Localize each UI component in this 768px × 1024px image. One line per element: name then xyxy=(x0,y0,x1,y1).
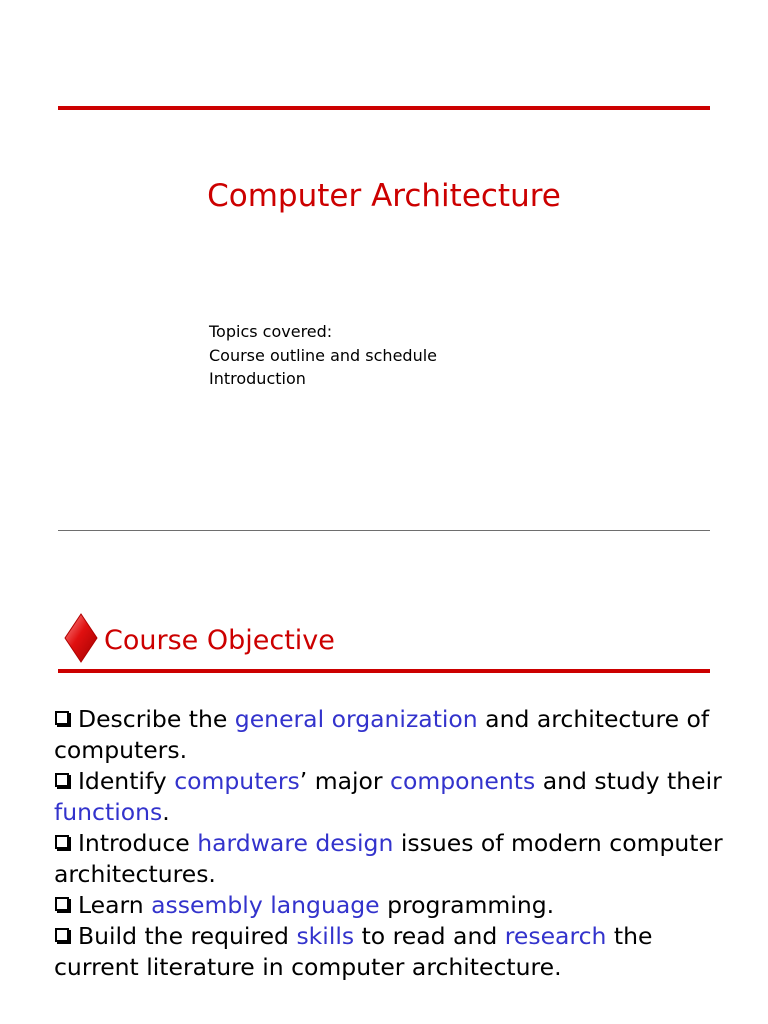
objectives-list xyxy=(54,704,734,983)
objective-item xyxy=(54,890,734,921)
objective-text: Identify xyxy=(78,767,175,795)
highlighted-term: functions xyxy=(54,798,163,826)
objective-item xyxy=(54,921,734,983)
checkbox-bullet-icon xyxy=(55,897,69,911)
objective-text: issues of modern computer architectures. xyxy=(54,829,723,888)
objective-text: Introduce xyxy=(78,829,198,857)
highlighted-term: components xyxy=(390,767,536,795)
checkbox-bullet-icon xyxy=(55,773,69,787)
objective-item xyxy=(54,766,734,828)
objective-text: programming. xyxy=(379,891,555,919)
title-slide-top-rule xyxy=(58,106,710,110)
highlighted-term: assembly language xyxy=(151,891,380,919)
red-diamond-icon xyxy=(64,613,98,663)
topics-list xyxy=(209,320,437,391)
objective-text: and study their xyxy=(535,767,722,795)
highlighted-term: hardware design xyxy=(197,829,394,857)
highlighted-term: skills xyxy=(296,922,355,950)
highlighted-term: research xyxy=(504,922,607,950)
objective-text: the current literature in computer architecture. xyxy=(54,922,653,981)
slide-title: Computer Architecture xyxy=(207,178,561,214)
checkbox-bullet-icon xyxy=(55,928,69,942)
checkbox-bullet-icon xyxy=(55,835,69,849)
objective-text: . xyxy=(162,798,170,826)
objective-text: Learn xyxy=(78,891,152,919)
objective-text: Build the required xyxy=(78,922,297,950)
slide-divider xyxy=(58,530,710,531)
objective-text: Describe the xyxy=(78,705,235,733)
topic-item: Course outline and schedule xyxy=(209,345,437,365)
section-heading: Course Objective xyxy=(104,625,335,656)
objective-text: to read and xyxy=(354,922,505,950)
objective-text: and architecture of computers. xyxy=(54,705,710,764)
objective-text: ’ major xyxy=(299,767,391,795)
objective-underline-rule xyxy=(58,669,710,673)
highlighted-term: computers xyxy=(174,767,300,795)
topics-heading: Topics covered: xyxy=(209,322,333,341)
objective-item xyxy=(54,828,734,890)
highlighted-term: general organization xyxy=(234,705,478,733)
topic-item: Introduction xyxy=(209,369,306,388)
objective-item xyxy=(54,704,734,766)
checkbox-bullet-icon xyxy=(55,711,69,725)
